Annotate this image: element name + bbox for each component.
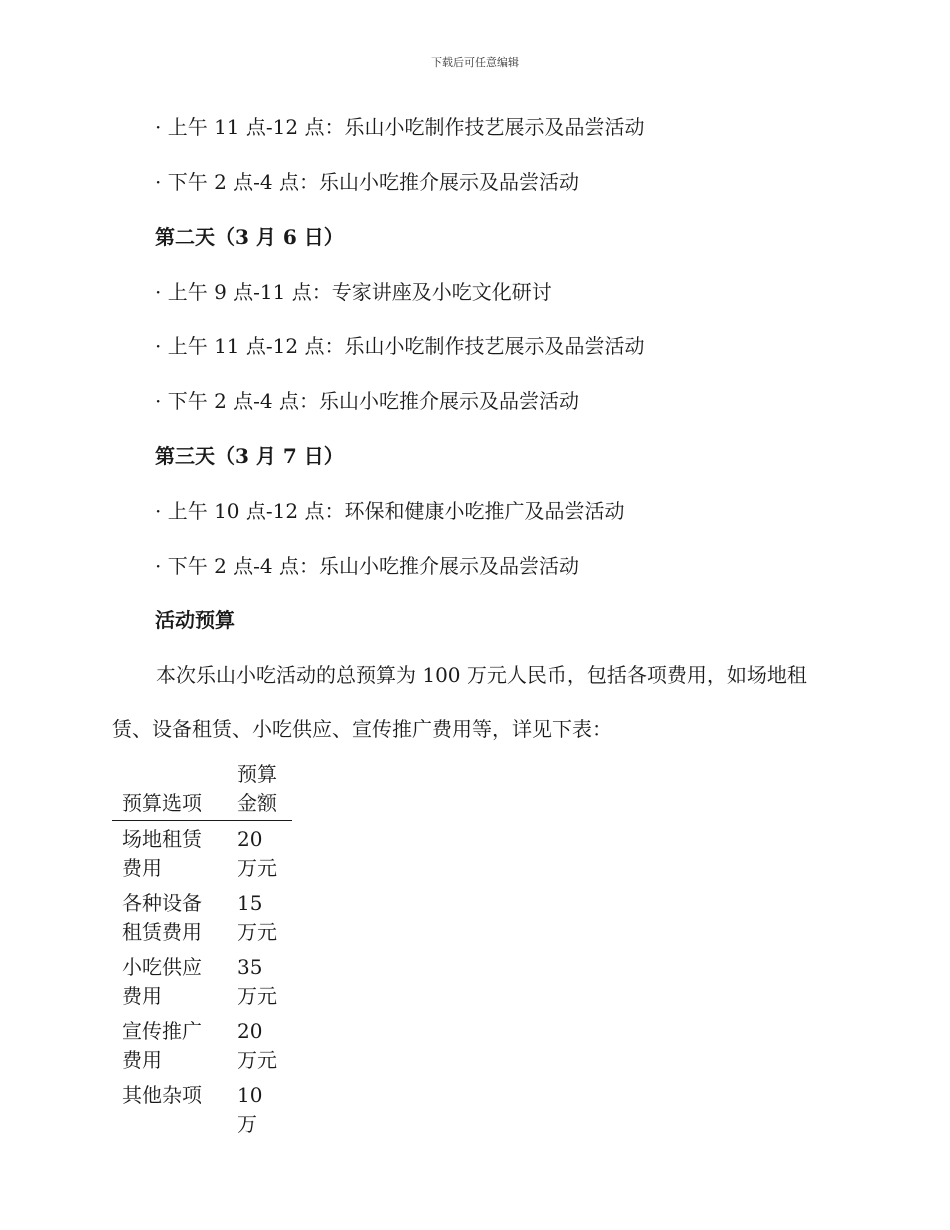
schedule-item: · 下午 2 点-4 点：乐山小吃推介展示及品尝活动 [155, 554, 579, 578]
cell-item: 小吃供应费用 [122, 955, 202, 1008]
schedule-item: · 上午 9 点-11 点：专家讲座及小吃文化研讨 [155, 280, 552, 304]
budget-paragraph-text: 本次乐山小吃活动的总预算为 100 万元人民币，包括各项费用，如场地租赁、设备租赁、小吃供应、宣传推广费用等，详见下表： [112, 663, 807, 741]
cell-item: 其他杂项 [122, 1083, 202, 1107]
schedule-item: · 上午 11 点-12 点：乐山小吃制作技艺展示及品尝活动 [155, 115, 645, 139]
section-heading: 活动预算 [155, 608, 235, 632]
day-heading: 第三天（3 月 7 日） [155, 444, 344, 468]
cell-amount: 10 万 [237, 1083, 263, 1136]
budget-table [112, 758, 292, 1141]
table-row [112, 821, 292, 886]
cell-item: 场地租赁费用 [122, 827, 202, 880]
schedule-item: · 上午 11 点-12 点：乐山小吃制作技艺展示及品尝活动 [155, 334, 645, 358]
table-row [112, 1077, 292, 1141]
cell-item: 宣传推广费用 [122, 1019, 202, 1072]
page-header: 下载后可任意编辑 [431, 56, 519, 69]
cell-amount: 20 万元 [237, 827, 277, 880]
table-row [112, 885, 292, 949]
column-header-item: 预算选项 [112, 758, 227, 821]
schedule-item: · 下午 2 点-4 点：乐山小吃推介展示及品尝活动 [155, 170, 579, 194]
day-heading: 第二天（3 月 6 日） [155, 225, 344, 249]
table-row [112, 949, 292, 1013]
schedule-item: · 上午 10 点-12 点：环保和健康小吃推广及品尝活动 [155, 499, 625, 523]
budget-paragraph [112, 648, 832, 756]
column-header-amount: 预算金额 [227, 758, 292, 821]
table-row [112, 1013, 292, 1077]
schedule-item: · 下午 2 点-4 点：乐山小吃推介展示及品尝活动 [155, 389, 579, 413]
cell-item: 各种设备租赁费用 [122, 891, 202, 944]
table-header-row [112, 758, 292, 821]
cell-amount: 15 万元 [237, 891, 277, 944]
cell-amount: 20 万元 [237, 1019, 277, 1072]
cell-amount: 35 万元 [237, 955, 277, 1008]
